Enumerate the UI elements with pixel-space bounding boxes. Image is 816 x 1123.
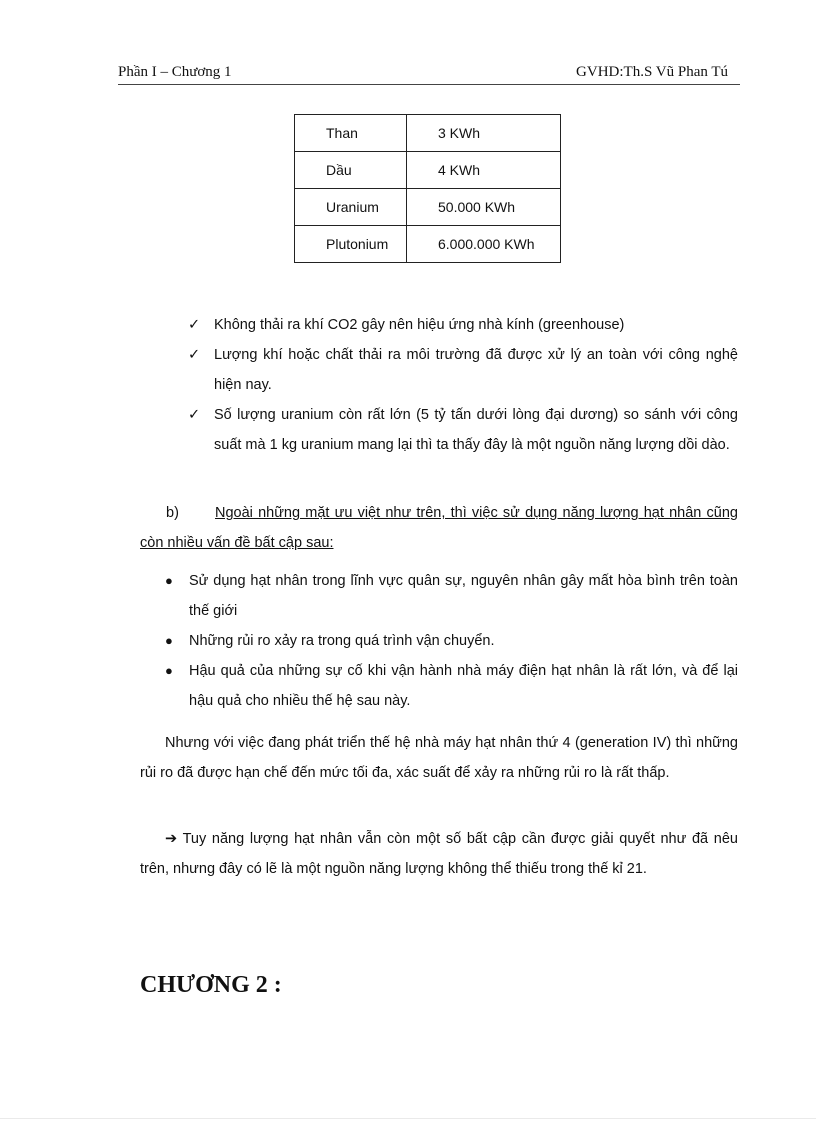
list-item — [160, 566, 738, 626]
list-item — [188, 400, 738, 460]
chapter-title: CHƯƠNG 2 : — [140, 972, 282, 998]
advantages-list — [188, 310, 738, 460]
paragraph-generation-iv: Nhưng với việc đang phát triển thế hệ nhà máy hạt nhân thứ 4 (generation IV) thì những rủi ro đã được hạn chế đến mức tối đa, xác suất để xảy ra những rủi ro là rất thấp. — [140, 735, 738, 781]
bullet-icon: ● — [165, 663, 173, 678]
disadvantage-text: Sử dụng hạt nhân trong lĩnh vực quân sự, nguyên nhân gây mất hòa bình trên toàn thế giới — [189, 573, 738, 619]
check-icon: ✓ — [188, 407, 201, 423]
fuel-cell: Plutonium — [295, 226, 407, 263]
list-item — [188, 310, 738, 340]
energy-comparison-table — [294, 114, 561, 263]
bullet-icon: ● — [165, 573, 173, 588]
conclusion-text: Tuy năng lượng hạt nhân vẫn còn một số bất cập cần được giải quyết như đã nêu trên, nhưng đây có lẽ là một nguồn năng lượng không thể thiếu trong thế kỉ 21. — [140, 831, 738, 877]
section-b — [140, 498, 738, 558]
table-row — [295, 115, 561, 152]
disadvantage-text: Những rủi ro xảy ra trong quá trình vận chuyển. — [189, 633, 495, 649]
list-item — [160, 656, 738, 716]
disadvantage-text: Hậu quả của những sự cố khi vận hành nhà máy điện hạt nhân là rất lớn, và để lại hậu quả cho nhiều thế hệ sau này. — [189, 663, 738, 709]
arrow-icon: ➔ — [165, 831, 178, 847]
conclusion-paragraph — [140, 824, 738, 884]
advantage-text: Số lượng uranium còn rất lớn (5 tỷ tấn dưới lòng đại dương) so sánh với công suất mà 1 kg uranium mang lại thì ta thấy đây là một nguồn năng lượng dồi dào. — [214, 407, 738, 453]
header-supervisor: GVHD:Th.S Vũ Phan Tú — [576, 64, 728, 80]
fuel-cell: Than — [295, 115, 407, 152]
section-b-label: b) — [166, 505, 179, 521]
page-header — [118, 62, 740, 85]
table-row — [295, 226, 561, 263]
header-section-label: Phần I – Chương 1 — [118, 64, 232, 80]
fuel-cell: Uranium — [295, 189, 407, 226]
list-item — [188, 340, 738, 400]
disadvantages-list — [160, 566, 738, 716]
energy-cell: 6.000.000 KWh — [407, 226, 561, 263]
list-item — [160, 626, 738, 656]
page-bottom-divider — [0, 1118, 816, 1119]
check-icon: ✓ — [188, 317, 201, 333]
check-icon: ✓ — [188, 347, 201, 363]
advantage-text: Không thải ra khí CO2 gây nên hiệu ứng nhà kính (greenhouse) — [214, 317, 625, 333]
table-row — [295, 152, 561, 189]
bullet-icon: ● — [165, 633, 173, 648]
energy-cell: 3 KWh — [407, 115, 561, 152]
energy-cell: 4 KWh — [407, 152, 561, 189]
energy-cell: 50.000 KWh — [407, 189, 561, 226]
section-b-heading: Ngoài những mặt ưu việt như trên, thì việc sử dụng năng lượng hạt nhân cũng còn nhiều vấn đề bất cập sau: — [140, 505, 738, 551]
advantage-text: Lượng khí hoặc chất thải ra môi trường đã được xử lý an toàn với công nghệ hiện nay. — [214, 347, 738, 393]
table-row — [295, 189, 561, 226]
fuel-cell: Dầu — [295, 152, 407, 189]
